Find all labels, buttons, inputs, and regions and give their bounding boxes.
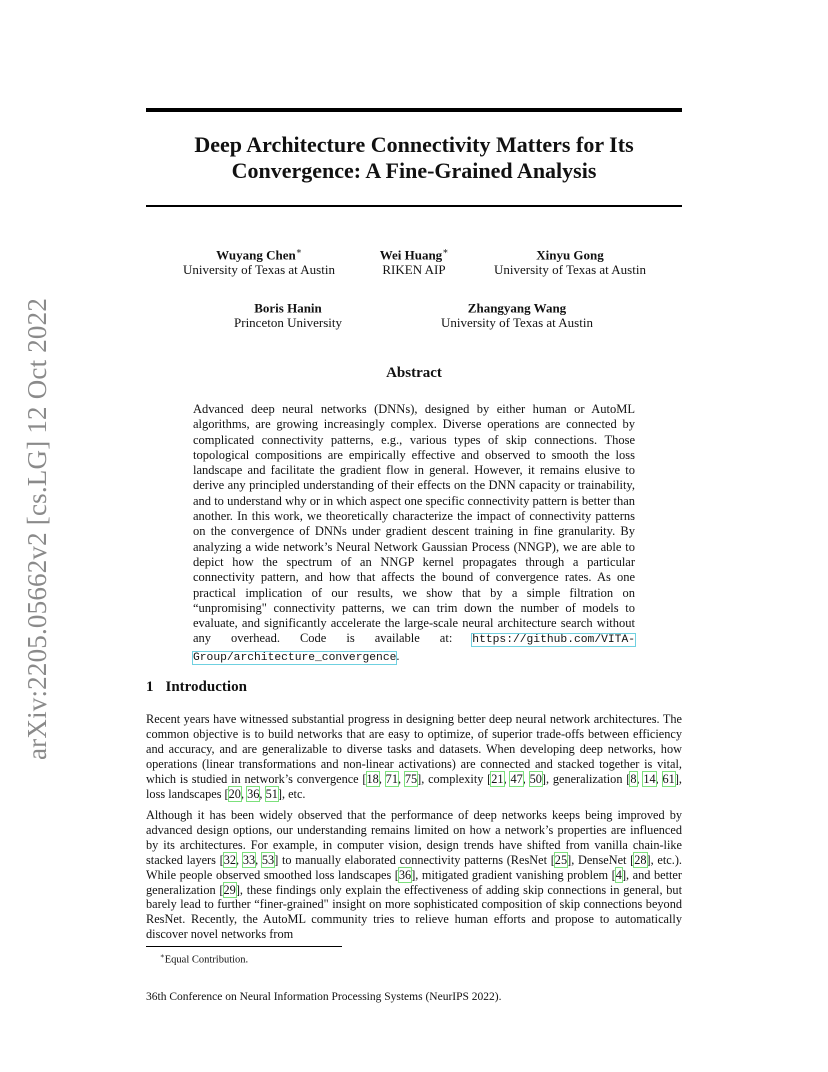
- citation-link[interactable]: 61: [662, 771, 675, 786]
- author-block: [218, 297, 358, 330]
- top-rule: [146, 108, 682, 112]
- citation-link[interactable]: 21: [491, 771, 504, 786]
- author-affiliation: University of Texas at Austin: [494, 262, 646, 278]
- section-number: 1: [146, 679, 154, 695]
- author-affiliation: RIKEN AIP: [382, 262, 446, 278]
- intro-paragraph-1: Recent years have witnessed substantial progress in designing better deep neural network architectures. The common objective is to build networks that are easy to optimize, of superior trade-offs between efficiency and accuracy, and are generalizable to diverse tasks and datasets. When developing deep networks, how operations (linear transformations and non-linear activations) are connected and stacked together is vital, which is studied in network’s convergence [18, 71, 75], complexity [21, 47, 50], generalization [8, 14, 61], loss landscapes [20, 36, 51], etc.: [146, 712, 682, 801]
- citation-link[interactable]: 20: [228, 786, 241, 801]
- citation-link[interactable]: 33: [242, 852, 256, 867]
- section-title: Introduction: [165, 679, 247, 695]
- citation-link[interactable]: 18: [366, 771, 379, 786]
- author-name: Boris Hanin: [254, 300, 322, 316]
- author-name: Wuyang Chen∗: [216, 246, 302, 263]
- code-link[interactable]: https://github.com/VITA-Group/architecture_convergence: [193, 634, 635, 664]
- title-bottom-rule: [146, 205, 682, 207]
- citation-link[interactable]: 32: [223, 852, 237, 867]
- citation-link[interactable]: 29: [223, 882, 236, 897]
- citation-link[interactable]: 28: [634, 852, 647, 867]
- citation-link[interactable]: 53: [261, 852, 275, 867]
- author-block: [360, 244, 468, 277]
- author-name: Wei Huang∗: [379, 246, 449, 263]
- footnote: ∗Equal Contribution.: [160, 952, 249, 966]
- author-affiliation: University of Texas at Austin: [441, 315, 593, 331]
- paper-title: [146, 132, 682, 184]
- citation-link[interactable]: 36: [398, 867, 412, 882]
- author-name: Xinyu Gong: [536, 247, 604, 263]
- abstract-text: Advanced deep neural networks (DNNs), designed by either human or AutoML algorithms, are growing increasingly complex. Diverse operations are connected by complicated connectivity patterns, e.g., various types of skip connections. Those topological compositions are empirically effective and observed to smooth the loss landscape and facilitate the gradient flow in general. However, it remains elusive to derive any principled understanding of their effects on the DNN capacity or trainability, and to understand why or in which aspect one specific connectivity pattern is better than another. In this work, we theoretically characterize the impact of connectivity patterns on the convergence of DNNs under gradient descent training in fine granularity. By analyzing a wide network’s Neural Network Gaussian Process (NNGP), we are able to depict how the spectrum of an NNGP kernel propagates through a particular connectivity pattern, and how that affects the bound of convergence rates. As one practical implication of our results, we show that by a simple filtration on “unpromising" connectivity patterns, we can trim down the number of models to evaluate, and significantly accelerate the large-scale neural architecture search without any overhead. Code is available at:: [193, 402, 635, 646]
- section-heading: [146, 679, 247, 696]
- citation-link[interactable]: 75: [404, 771, 418, 786]
- citation-link[interactable]: 25: [554, 852, 568, 867]
- author-affiliation: University of Texas at Austin: [183, 262, 335, 278]
- arxiv-stamp: arXiv:2205.05662v2 [cs.LG] 12 Oct 2022: [22, 297, 52, 760]
- citation-link[interactable]: 47: [510, 771, 523, 786]
- citation-link[interactable]: 71: [385, 771, 398, 786]
- footnote-rule: [146, 946, 342, 947]
- abstract-heading: Abstract: [386, 365, 442, 381]
- author-affiliation: Princeton University: [234, 315, 342, 331]
- author-name: Zhangyang Wang: [467, 300, 567, 316]
- author-block: [170, 244, 348, 277]
- title-line-1: Deep Architecture Connectivity Matters for Its: [194, 132, 634, 157]
- author-block: [428, 297, 606, 330]
- author-block: [482, 244, 658, 277]
- citation-link[interactable]: 50: [529, 771, 542, 786]
- intro-paragraph-2: Although it has been widely observed that the performance of deep networks keeps being improved by advanced design options, our understanding remains limited on how a network’s properties are influenced by its architectures. For example, in computer vision, design trends have shifted from vanilla chain-like stacked layers [32, 33, 53] to manually elaborated connectivity patterns (ResNet [25], DenseNet [28], etc.). While people observed smoothed loss landscapes [36], mitigated gradient vanishing problem [4], and better generalization [29], these findings only explain the effectiveness of adding skip connections in general, but barely lead to further “finer-grained" insight on more sophisticated composition of skip connections beyond ResNet. Recently, the AutoML community tries to relieve human efforts and propose to automatically discover novel networks from: [146, 808, 682, 942]
- venue-footer: 36th Conference on Neural Information Processing Systems (NeurIPS 2022).: [146, 991, 502, 1003]
- title-line-2: Convergence: A Fine-Grained Analysis: [231, 158, 597, 183]
- citation-link[interactable]: 14: [643, 771, 656, 786]
- citation-link[interactable]: 36: [247, 786, 260, 801]
- abstract-body: Advanced deep neural networks (DNNs), designed by either human or AutoML algorithms, are growing increasingly complex. Diverse operations are connected by complicated connectivity patterns, e.g., various types of skip connections. Those topological compositions are empirically effective and observed to smooth the loss landscape and facilitate the gradient flow in general. However, it remains elusive to derive any principled understanding of their effects on the DNN capacity or trainability, and to understand why or in which aspect one specific connectivity pattern is better than another. In this work, we theoretically characterize the impact of connectivity patterns on the convergence of DNNs under gradient descent training in fine granularity. By analyzing a wide network’s Neural Network Gaussian Process (NNGP), we are able to depict how the spectrum of an NNGP kernel propagates through a particular connectivity pattern, and how that affects the bound of convergence rates. As one practical implication of our results, we show that by a simple filtration on “unpromising" connectivity patterns, we can trim down the number of models to evaluate, and significantly accelerate the large-scale neural architecture search without any overhead. Code is available at: https://github.com/VITA-Group/architecture_convergence.: [193, 402, 635, 664]
- citation-link[interactable]: 51: [265, 786, 278, 801]
- citation-link[interactable]: 4: [615, 867, 622, 882]
- citation-link[interactable]: 8: [630, 771, 637, 786]
